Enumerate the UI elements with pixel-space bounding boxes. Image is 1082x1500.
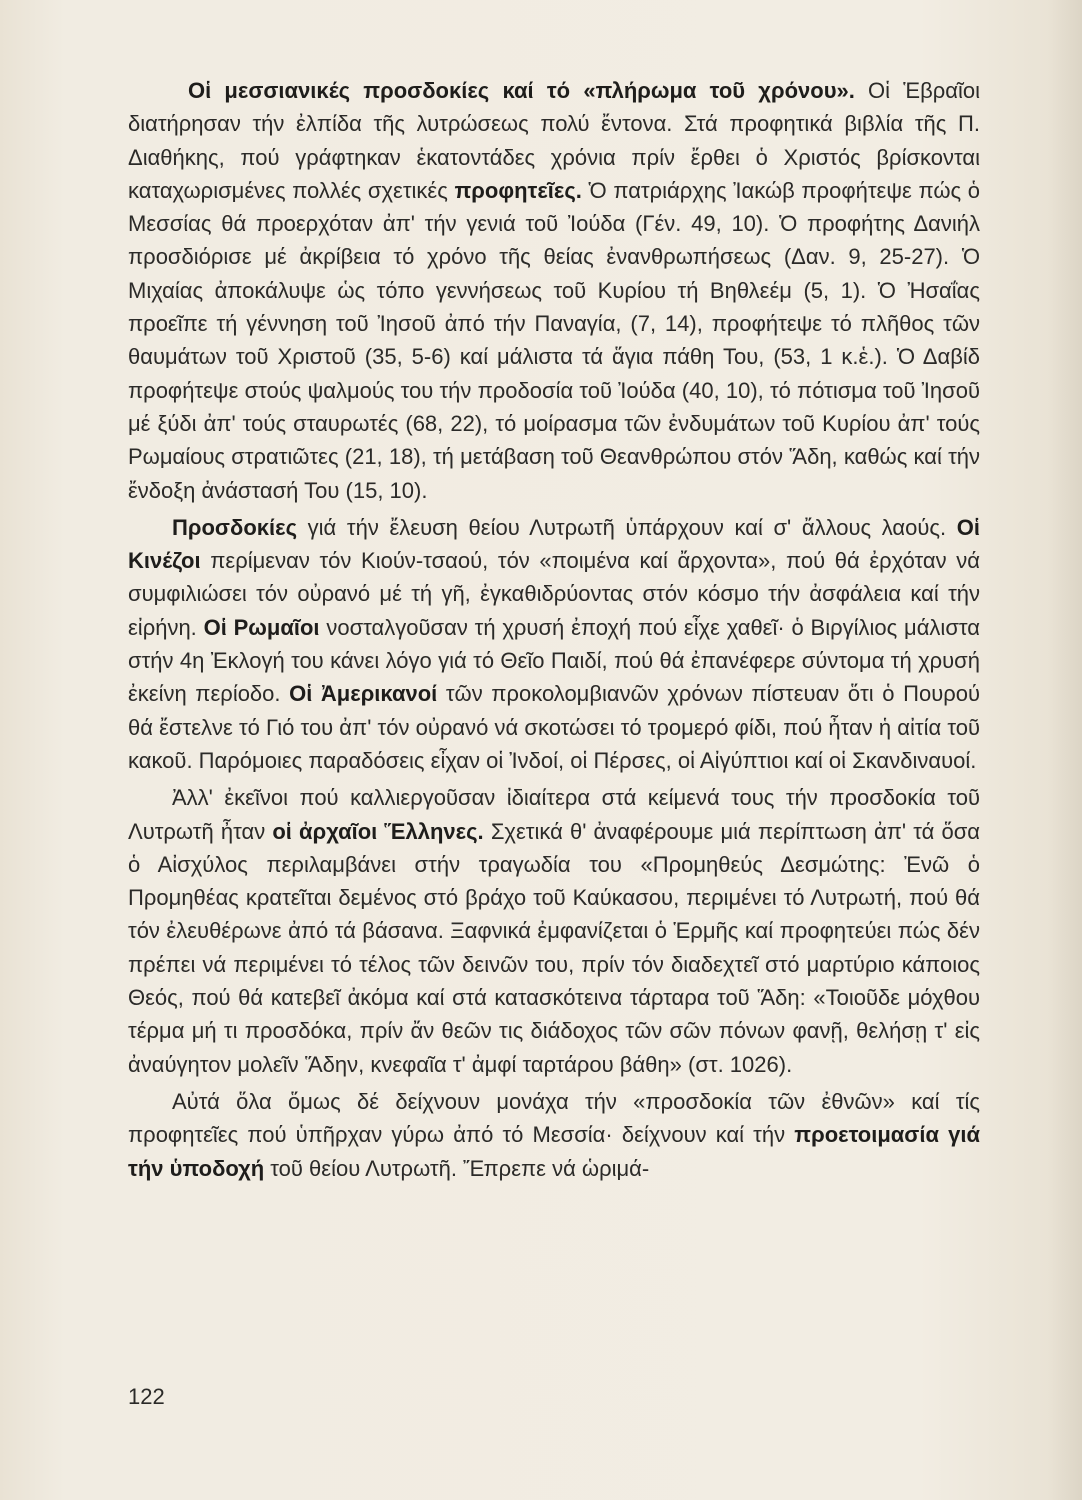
body-text xyxy=(128,74,980,1189)
page-edge-shadow xyxy=(1048,0,1082,1500)
page-number: 122 xyxy=(128,1384,165,1409)
paragraph-other-peoples: Προσδοκίες γιά τήν ἔλευση θείου Λυτρωτῆ ὑπάρχουν καί σ' ἄλλους λαούς. Οἱ Κινέζοι περίμεναν τόν Κιούν-τσαού, τόν «ποιμένα καί ἄρχοντα», πού θά ἐρχόταν νά συμφιλιώσει τόν οὐρανό μέ τή γῆ, ἐγκαθιδρύοντας στόν κόσμο τήν ἀσφάλεια καί τήν εἰρήνη. Οἱ Ρωμαῖοι νοσταλγοῦσαν τή χρυσή ἐποχή πού εἶχε χαθεῖ· ὁ Βιργίλιος μάλιστα στήν 4η Ἐκλογή του κάνει λόγο γιά τό Θεῖο Παιδί, πού θά ἐπανέφερε σύντομα τή χρυσή ἐκείνη περίοδο. Οἱ Ἀμερικανοί τῶν προκολομβιανῶν χρόνων πίστευαν ὅτι ὁ Πουρού θά ἔστελνε τό Γιό του ἀπ' τόν οὐρανό νά σκοτώσει τό τρομερό φίδι, πού ἦταν ἡ αἰτία τοῦ κακοῦ. Παρόμοιες παραδόσεις εἶχαν οἱ Ἰνδοί, οἱ Πέρσες, οἱ Αἰγύπτιοι καί οἱ Σκανδιναυοί. xyxy=(128,514,981,773)
paragraph-messianic-expectations: Οἱ μεσσιανικές προσδοκίες καί τό «πλήρωμα τοῦ χρόνου». Οἱ Ἑβραῖοι διατήρησαν τήν ἐλπίδα τῆς λυτρώσεως πολύ ἔντονα. Στά προφητικά βιβλία τῆς Π. Διαθήκης, πού γράφτηκαν ἑκατοντάδες χρόνια πρίν ἔρθει ὁ Χριστός βρίσκονται καταχωρισμένες πολλές σχετικές προφητεῖες. Ὁ πατριάρχης Ἰακώβ προφήτεψε πώς ὁ Μεσσίας θά προερχόταν ἀπ' τήν γενιά τοῦ Ἰούδα (Γέν. 49, 10). Ὁ προφήτης Δανιήλ προσδιόρισε μέ ἀκρίβεια τό χρόνο τῆς θείας ἐνανθρωπήσεως (Δαν. 9, 25-27). Ὁ Μιχαίας ἀποκάλυψε ὡς τόπο γεννήσεως τοῦ Κυρίου τή Βηθλεέμ (5, 1). Ὁ Ἠσαΐας προεῖπε τή γέννηση τοῦ Ἰησοῦ ἀπό τήν Παναγία, (7, 14), προφήτεψε τό πλῆθος τῶν θαυμάτων τοῦ Χριστοῦ (35, 5-6) καί μάλιστα τά ἅγια πάθη Του, (53, 1 κ.ἑ.). Ὁ Δαβίδ προφήτεψε στούς ψαλμούς του τήν προδοσία τοῦ Ἰούδα (40, 10), τό πότισμα τοῦ Ἰησοῦ μέ ξύδι ἀπ' τούς σταυρωτές (68, 22), τό μοίρασμα τῶν ἐνδυμάτων τοῦ Κυρίου ἀπ' τούς Ρωμαίους στρατιῶτες (21, 18), τή μετάβαση τοῦ Θεανθρώπου στόν Ἅδη, καθώς καί τήν ἔνδοξη ἀνάστασή Του (15, 10). xyxy=(128,78,980,503)
paragraph-ancient-greeks: Ἀλλ' ἐκεῖνοι πού καλλιεργοῦσαν ἰδιαίτερα στά κείμενά τους τήν προσδοκία τοῦ Λυτρωτῆ ἦταν οἱ ἀρχαῖοι Ἕλληνες. Σχετικά θ' ἀναφέρουμε μιά περίπτωση ἀπ' τά ὅσα ὁ Αἰσχύλος περιλαμβάνει στήν τραγωδία του «Προμηθεύς Δεσμώτης: Ἐνῶ ὁ Προμηθέας κρατεῖται δεμένος στό βράχο τοῦ Καύκασου, περιμένει τό Λυτρωτή, πού θά τόν ἐλευθέρωνε ἀπό τά βάσανα. Ξαφνικά ἐμφανίζεται ὁ Ἑρμῆς καί προφητεύει πώς δέν πρέπει νά περιμένει τό τέλος τῶν δεινῶν του, πρίν τόν διαδεχτεῖ στό μαρτύριο κάποιος Θεός, πού θά κατεβεῖ ἀκόμα καί στά κατασκότεινα τάρταρα τοῦ Ἅδη: «Τοιοῦδε μόχθου τέρμα μή τι προσδόκα, πρίν ἄν θεῶν τις διάδοχος τῶν σῶν πόνων φανῇ, θελήσῃ τ' εἰς ἀναύγητον μολεῖν Ἅδην, κνεφαῖα τ' ἀμφί ταρτάρου βάθη» (στ. 1026). xyxy=(128,785,981,1077)
paragraph-preparation: Αὐτά ὅλα ὅμως δέ δείχνουν μονάχα τήν «προσδοκία τῶν ἐθνῶν» καί τίς προφητεῖες πού ὑπῆρχαν γύρω ἀπό τό Μεσσία· δείχνουν καί τήν προετοιμασία γιά τήν ὑποδοχή τοῦ θείου Λυτρωτῆ. Ἔπρεπε νά ὡριμά- xyxy=(128,1088,980,1181)
section-heading: Οἱ μεσσιανικές προσδοκίες καί τό «πλήρωμα τοῦ χρόνου». xyxy=(188,78,855,103)
